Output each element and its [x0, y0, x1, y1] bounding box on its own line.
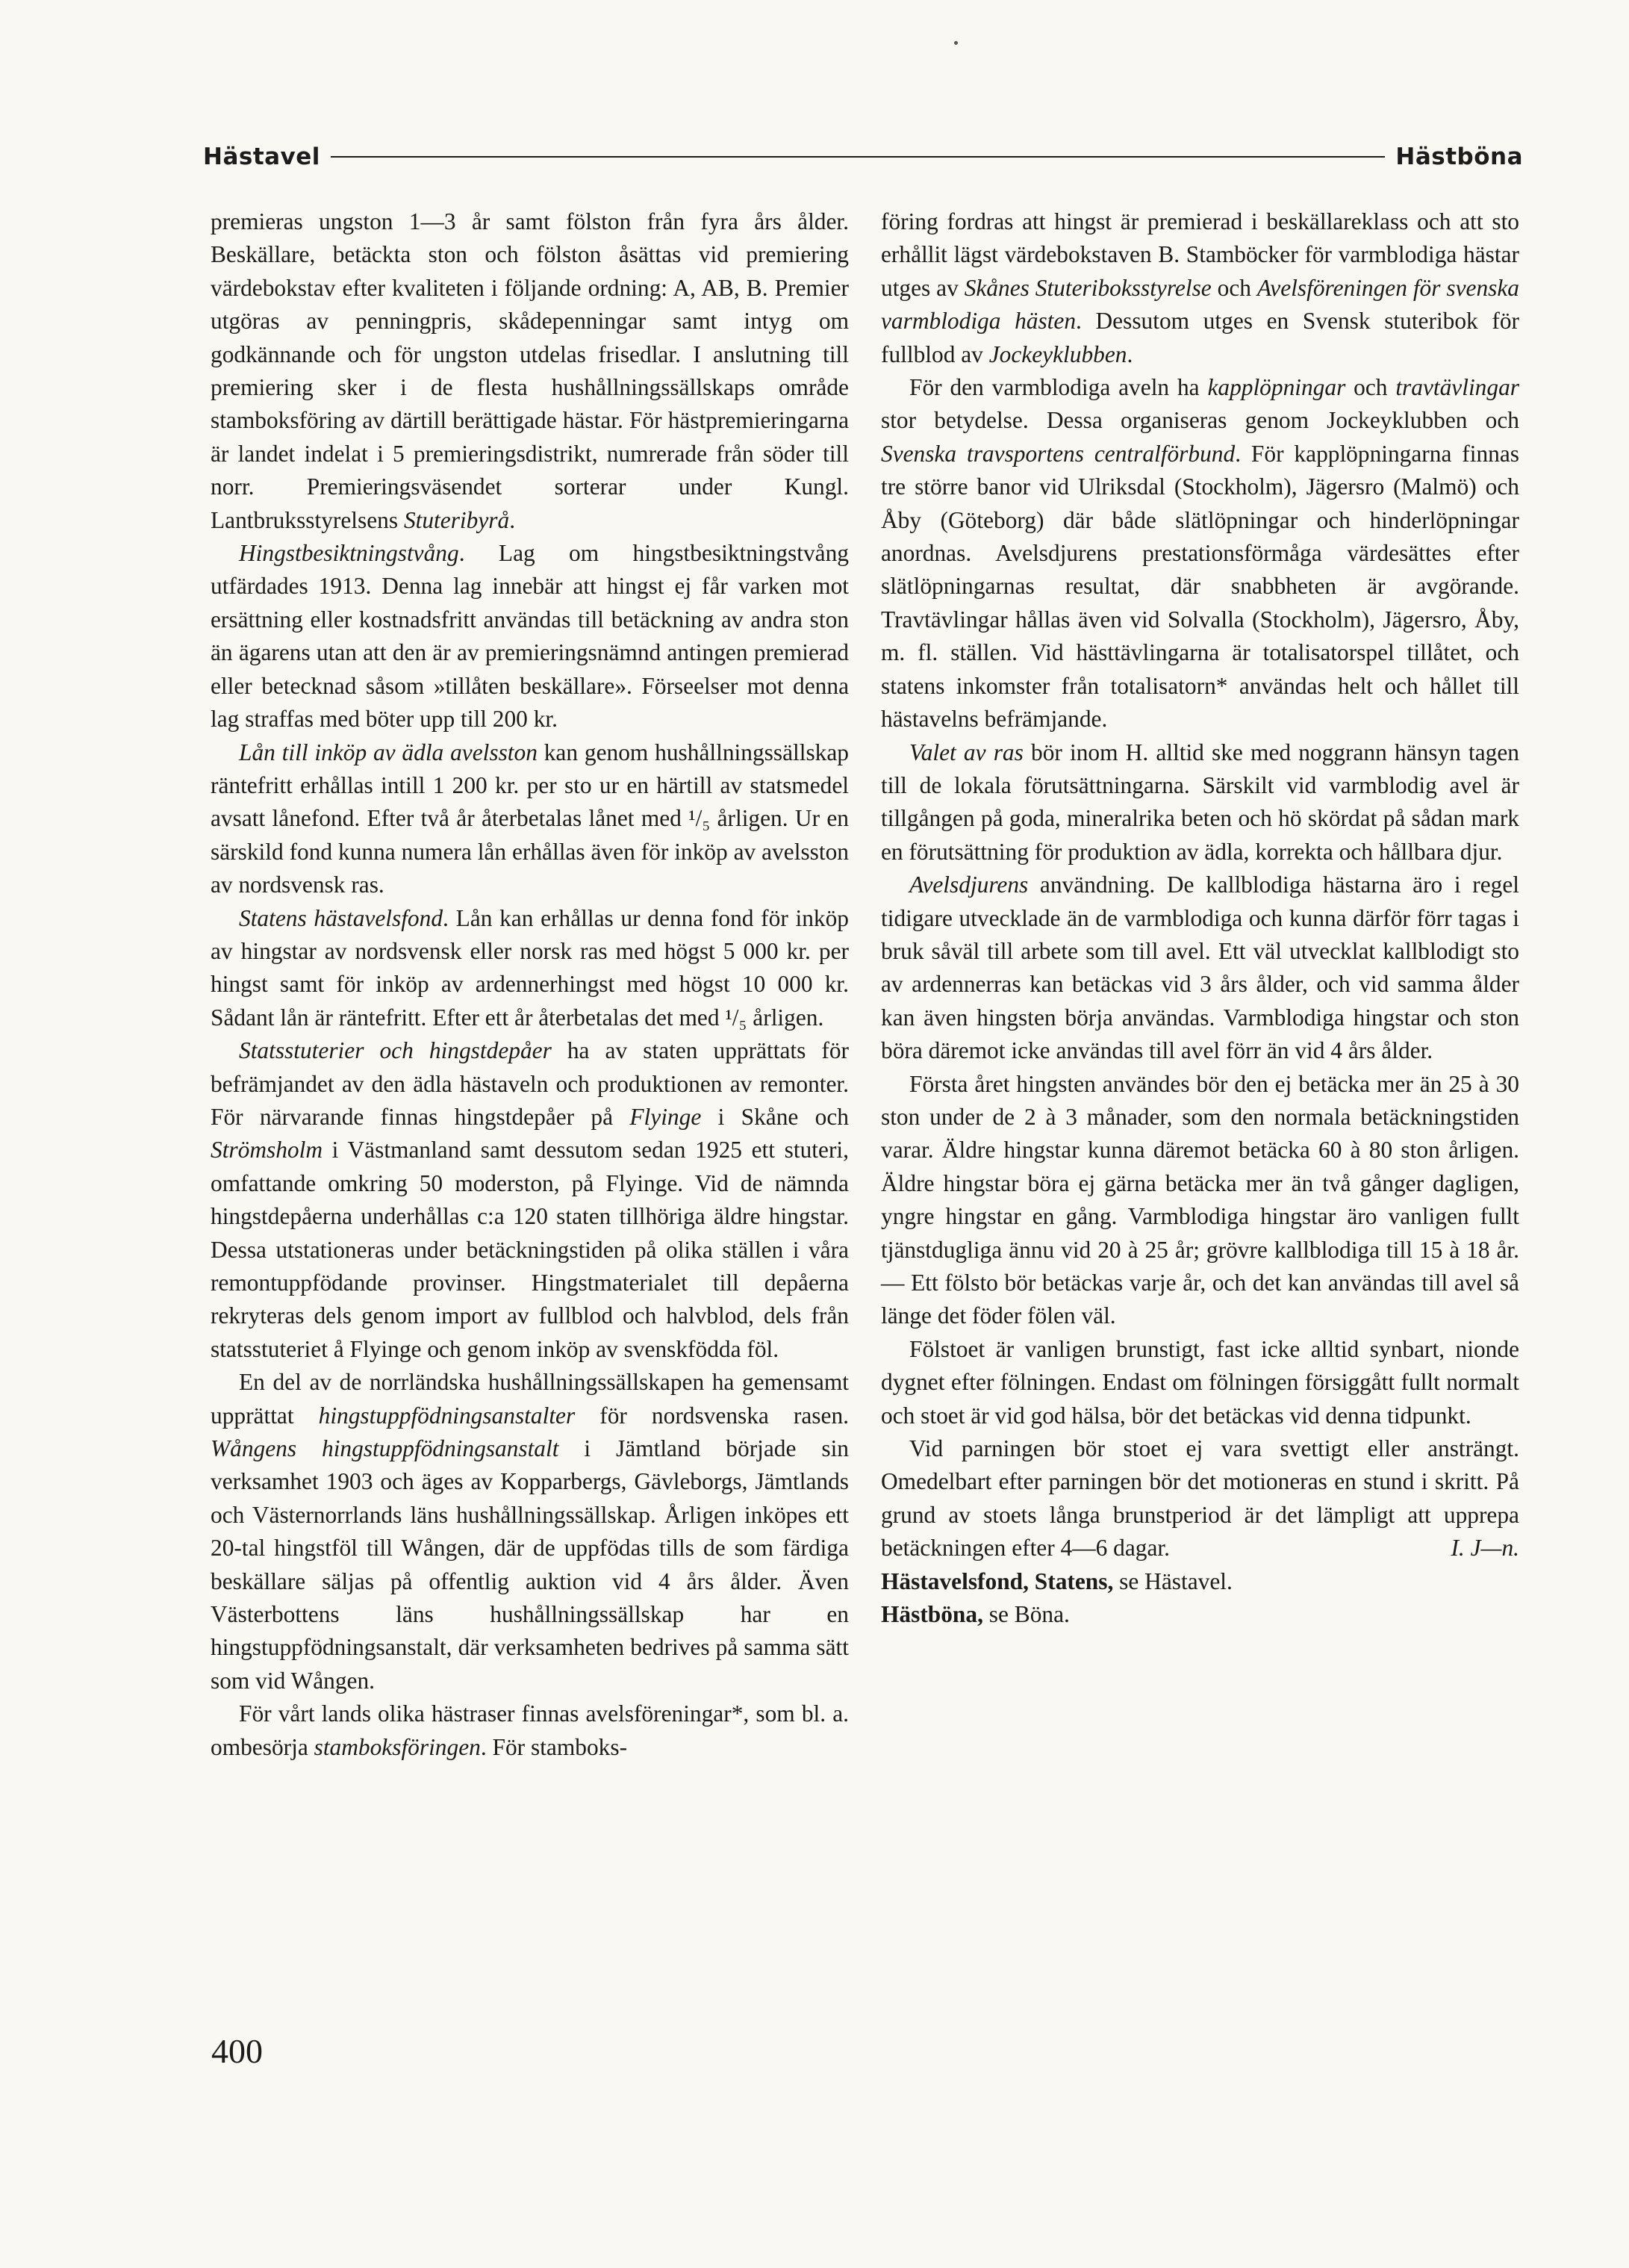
paragraph: Hingstbesiktningstvång. Lag om hingstbesiktningstvång utfärdades 1913. Denna lag innebär att hingst ej får varken mot ersättning eller kostnadsfritt användas till betäckning av andra ston än ägarens utan att den är av premieringsnämnd antingen premierad eller betecknad såsom »tillåten beskällare». Förseelser mot denna lag straffas med böter upp till 200 kr. — [211, 540, 849, 733]
header-right-word: Hästböna — [1395, 143, 1523, 170]
header-left-word: Hästavel — [203, 143, 320, 170]
signature: I. J—n. — [1451, 1535, 1519, 1562]
header-rule — [331, 156, 1385, 158]
cross-reference: Hästavelsfond, Statens, se Hästavel. — [881, 1568, 1233, 1594]
paragraph: föring fordras att hingst är premierad i beskällareklass och att sto erhållit lägst värdebokstaven B. Stamböcker för varmblodiga hästar utges av Skånes Stuteriboksstyrelse och Avelsföreningen för svenska varmblodiga hästen. Dessutom utges en Svensk stuteribok för fullblod av Jockeyklubben. — [881, 208, 1519, 367]
right-column — [881, 205, 1519, 1631]
running-header — [203, 142, 1523, 172]
paragraph: premieras ungston 1—3 år samt fölston från fyra års ålder. Beskällare, betäckta ston och fölston åsättas vid premiering värdebokstav efter kvaliteten i följande ordning: A, AB, B. Premier utgöras av penningpris, skådepenningar samt intyg om godkännande och för ungston utdelas frisedlar. I anslutning till premiering sker i de flesta hushållningssällskaps område stamboksföring av därtill berättigade hästar. För hästpremieringarna är landet indelat i 5 premieringsdistrikt, numrerade från söder till norr. Premieringsväsendet sorterar under Kungl. Lantbruksstyrelsens Stuteribyrå. — [211, 208, 849, 533]
paragraph: Första året hingsten användes bör den ej betäcka mer än 25 à 30 ston under de 2 à 3 månader, som den normala betäckningstiden varar. Äldre hingstar kunna däremot betäcka 60 à 80 ston årligen. Äldre hingstar böra ej gärna betäcka mer än två gånger dagligen, yngre hingstar en gång. Varmblodiga hingstar äro vanligen fullt tjänstdugliga ännu vid 20 à 25 år; grövre kallblodiga till 15 à 18 år. — Ett fölsto bör betäckas varje år, och det kan användas till avel så länge det föder fölen väl. — [881, 1070, 1519, 1329]
paragraph: Vid parningen bör stoet ej vara svettigt eller ansträngt. Omedelbart efter parningen bör det motioneras en stund i skritt. På grund av stoets långa brunstperiod är det lämpligt att upprepa betäckningen efter 4—6 dagar. I. J—n. — [881, 1432, 1519, 1565]
paragraph: För vårt lands olika hästraser finnas avelsföreningar*, som bl. a. ombesörja stamboksföringen. För stamboks- — [211, 1700, 849, 1760]
left-column — [211, 205, 849, 1764]
paragraph: Lån till inköp av ädla avelsston kan genom hushållningssällskap räntefritt erhållas intill 1 200 kr. per sto ur en härtill av statsmedel avsatt lånefond. Efter två år återbetalas lånet med ¹/₅ årligen. Ur en särskild fond kunna numera lån erhållas även för inköp av avelsston av nordsvensk ras. — [211, 739, 849, 898]
paragraph: Avelsdjurens användning. De kallblodiga hästarna äro i regel tidigare utvecklade än de varmblodiga och kunna därför förr tagas i bruk såväl till arbete som till avel. Ett väl utvecklat kallblodigt sto av ardennerras kan betäckas vid 3 års ålder, och vid samma ålder kan även hingsten börja användas. Varmblodiga hingstar och ston böra däremot icke användas till avel förr än vid 4 års ålder. — [881, 872, 1519, 1064]
page-number: 400 — [211, 2032, 263, 2070]
paragraph: Statens hästavelsfond. Lån kan erhållas ur denna fond för inköp av hingstar av nordsvensk eller norsk ras med högst 5 000 kr. per hingst samt för inköp av ardennerhingst med högst 10 000 kr. Sådant lån är räntefritt. Efter ett år återbetalas det med ¹/₅ årligen. — [211, 904, 849, 1031]
cross-reference: Hästböna, se Böna. — [881, 1601, 1070, 1628]
paragraph: Statsstuterier och hingstdepåer ha av staten upprättats för befrämjandet av den ädla hästaveln och produktionen av remonter. För närvarande finnas hingstdepåer på Flyinge i Skåne och Strömsholm i Västmanland samt dessutom sedan 1925 ett stuteri, omfattande omkring 50 moderston, på Flyinge. Vid de nämnda hingstdepåerna underhållas c:a 120 staten tillhöriga äldre hingstar. Dessa utstationeras under betäckningstiden på olika ställen i våra remontuppfödande provinser. Hingstmaterialet till depåerna rekryteras dels genom import av fullblod och halvblod, dels från statsstuteriet å Flyinge och genom inköp av svenskfödda föl. — [211, 1037, 849, 1362]
paragraph: En del av de norrländska hushållningssällskapen ha gemensamt upprättat hingstuppfödningsanstalter för nordsvenska rasen. Wångens hingstuppfödningsanstalt i Jämtland började sin verksamhet 1903 och äges av Kopparbergs, Gävleborgs, Jämtlands och Västernorrlands läns hushållningssällskap. Årligen inköpes ett 20-tal hingstföl till Wången, där de uppfödas tills de som färdiga beskällare säljas på offentlig auktion vid 4 års ålder. Även Västerbottens läns hushållningssällskap har en hingstuppfödningsanstalt, där verksamheten bedrives på samma sätt som vid Wången. — [211, 1369, 850, 1694]
paragraph: För den varmblodiga aveln ha kapplöpningar och travtävlingar stor betydelse. Dessa organiseras genom Jockeyklubben och Svenska travsportens centralförbund. För kapplöpningarna finnas tre större banor vid Ulriksdal (Stockholm), Jägersro (Malmö) och Åby (Göteborg) där både slätlöpningar och hinderlöpningar anordnas. Avelsdjurens prestationsförmåga värdesättes efter slätlöpningarnas resultat, där snabbheten är avgörande. Travtävlingar hållas även vid Solvalla (Stockholm), Jägersro, Åby, m. fl. ställen. Vid hästtävlingarna är totalisatorspel tillåtet, och statens inkomster från totalisatorn* användas helt och hållet till hästavelns befrämjande. — [881, 374, 1520, 733]
paragraph: Fölstoet är vanligen brunstigt, fast icke alltid synbart, nionde dygnet efter fölningen. Endast om fölningen försiggått fullt normalt och stoet är vid god hälsa, bör det betäckas vid denna tidpunkt. — [881, 1335, 1519, 1429]
paragraph: Valet av ras bör inom H. alltid ske med noggrann hänsyn tagen till de lokala förutsättningarna. Särskilt vid varmblodig avel är tillgången på goda, mineralrika beten och hö skördat på sådan mark en förutsättning för produktion av ädla, korrekta och hållbara djur. — [881, 739, 1520, 865]
speck — [954, 41, 958, 45]
